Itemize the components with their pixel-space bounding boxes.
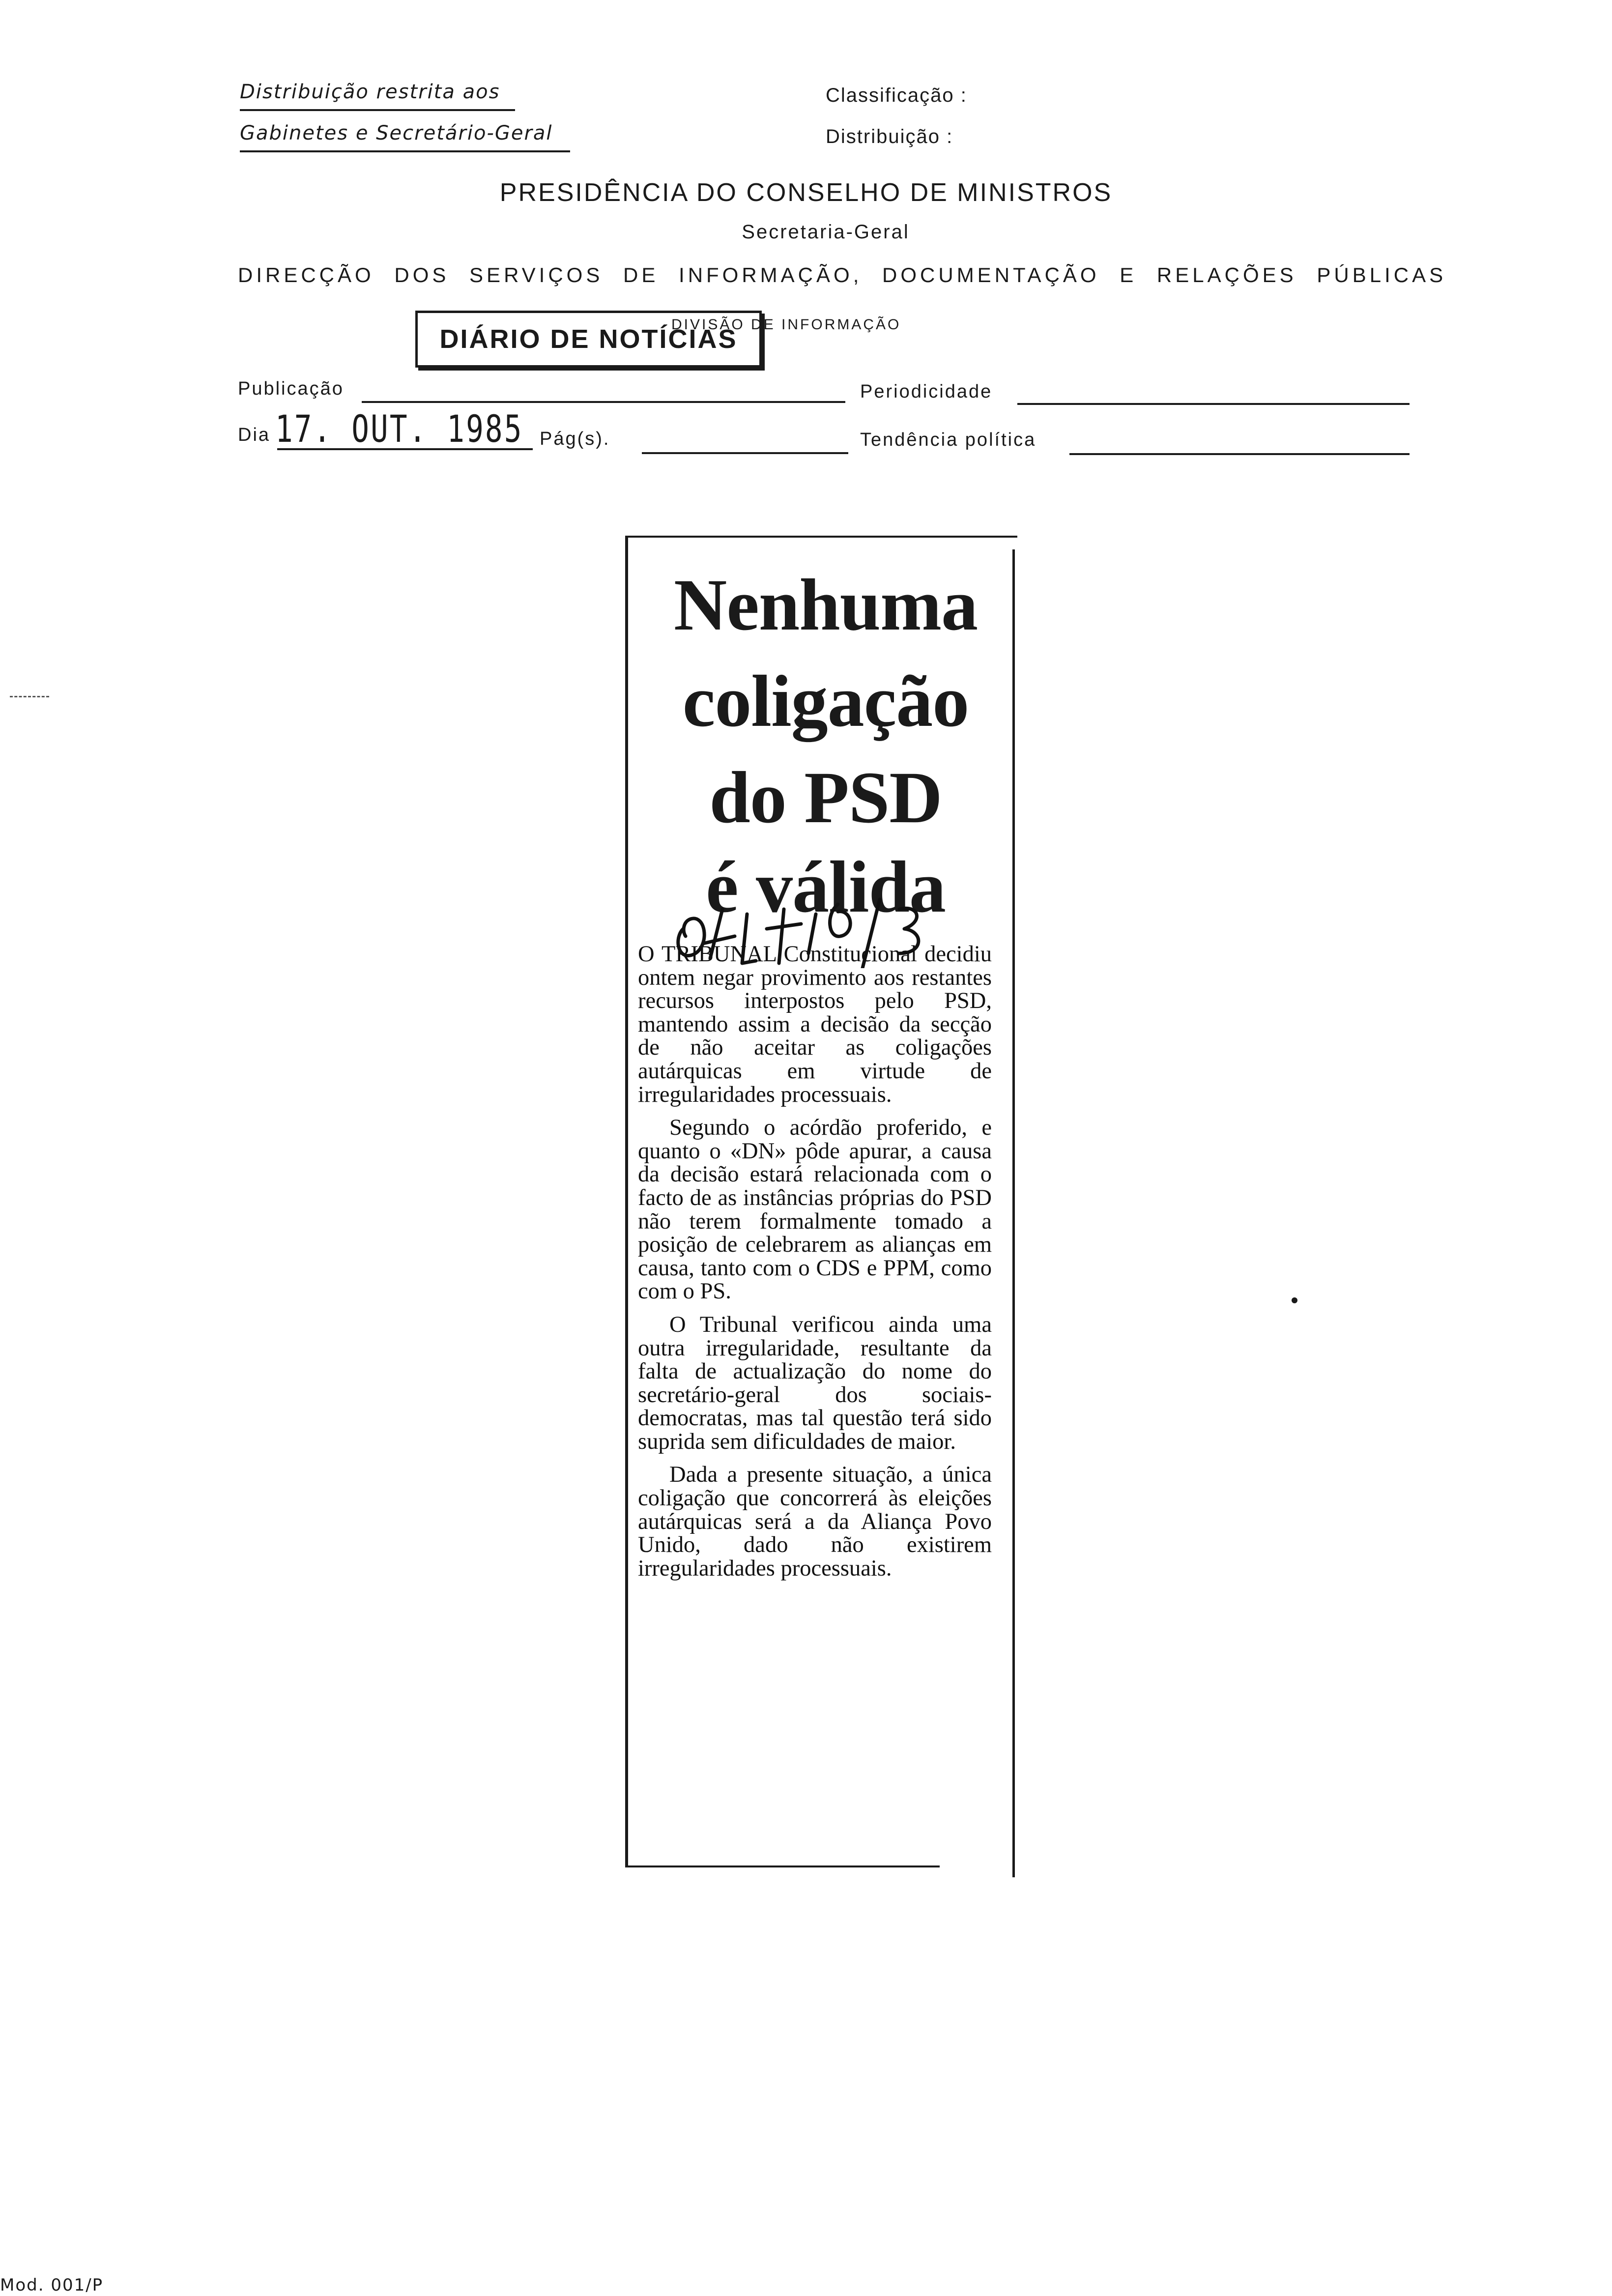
- newspaper-stamp: DIÁRIO DE NOTÍCIAS: [415, 311, 762, 368]
- publicacao-label: Publicação: [238, 378, 344, 399]
- headline-line-3: do PSD: [709, 757, 942, 838]
- dia-label: Dia: [238, 425, 271, 445]
- form-code-footer: Mod. 001/P: [0, 2275, 104, 2295]
- classificacao-label: Classificação :: [826, 85, 967, 106]
- division-label: DIVISÃO DE INFORMAÇÃO: [671, 316, 901, 333]
- publicacao-field-line: [362, 401, 845, 403]
- periodicidade-field-line: [1017, 403, 1410, 405]
- divider: [240, 109, 515, 111]
- dia-field-line: [277, 448, 533, 450]
- headline-line-4: é válida: [706, 846, 946, 928]
- tendencia-field-line: [1069, 453, 1410, 455]
- paginas-label: Pág(s).: [540, 429, 610, 449]
- headline-line-1: Nenhuma: [673, 564, 978, 646]
- scan-mark: [10, 696, 49, 697]
- article-paragraph-3: O Tribunal verificou ainda uma outra irregularidade, resultante da falta de actualização do nome do secretário-geral dos sociais-democratas, mas tal questão terá sido suprida sem dificuldades de maior.: [638, 1312, 992, 1454]
- secretariat-subtitle: Secretaria-Geral: [742, 221, 910, 243]
- distribution-restriction-line1: Distribuição restrita aos: [240, 81, 500, 103]
- distribuicao-label: Distribuição :: [826, 126, 953, 147]
- headline-line-2: coligação: [682, 660, 969, 742]
- article-paragraph-4: Dada a presente situação, a única coligação que concorrerá às eleições autárquicas será a da Aliança Povo Unido, dado não existirem irregularidades processuais.: [638, 1462, 992, 1581]
- date-stamp-value: 17. OUT. 1985: [275, 407, 523, 451]
- scan-speck: [1292, 1297, 1297, 1303]
- presidency-title: PRESIDÊNCIA DO CONSELHO DE MINISTROS: [499, 178, 1113, 207]
- directorate-title: DIRECÇÃO DOS SERVIÇOS DE INFORMAÇÃO, DOCUMENTAÇÃO E RELAÇÕES PÚBLICAS: [238, 263, 1447, 287]
- divider: [240, 150, 570, 152]
- clipping-bottom-edge: [625, 1866, 940, 1867]
- periodicidade-label: Periodicidade: [860, 381, 993, 402]
- article-paragraph-1: O TRIBUNAL Constitucional decidiu ontem negar provimento aos restantes recursos interpostos pelo PSD, mantendo assim a decisão da secção de não aceitar as coligações autárquicas em virtude de irregularidades processuais.: [638, 942, 992, 1107]
- article-body: [638, 943, 992, 1590]
- paginas-field-line: [642, 452, 848, 454]
- clipping-right-edge: [1012, 549, 1015, 1877]
- distribution-restriction-line2: Gabinetes e Secretário-Geral: [240, 122, 553, 144]
- tendencia-label: Tendência política: [860, 430, 1036, 450]
- article-paragraph-2: Segundo o acórdão proferido, e quanto o «DN» pôde apurar, a causa da decisão estará relacionada com o facto de as instâncias próprias do PSD não terem formalmente tomado a posição de celebrarem as alianças em causa, tanto com o CDS e PPM, como com o PS.: [638, 1115, 992, 1304]
